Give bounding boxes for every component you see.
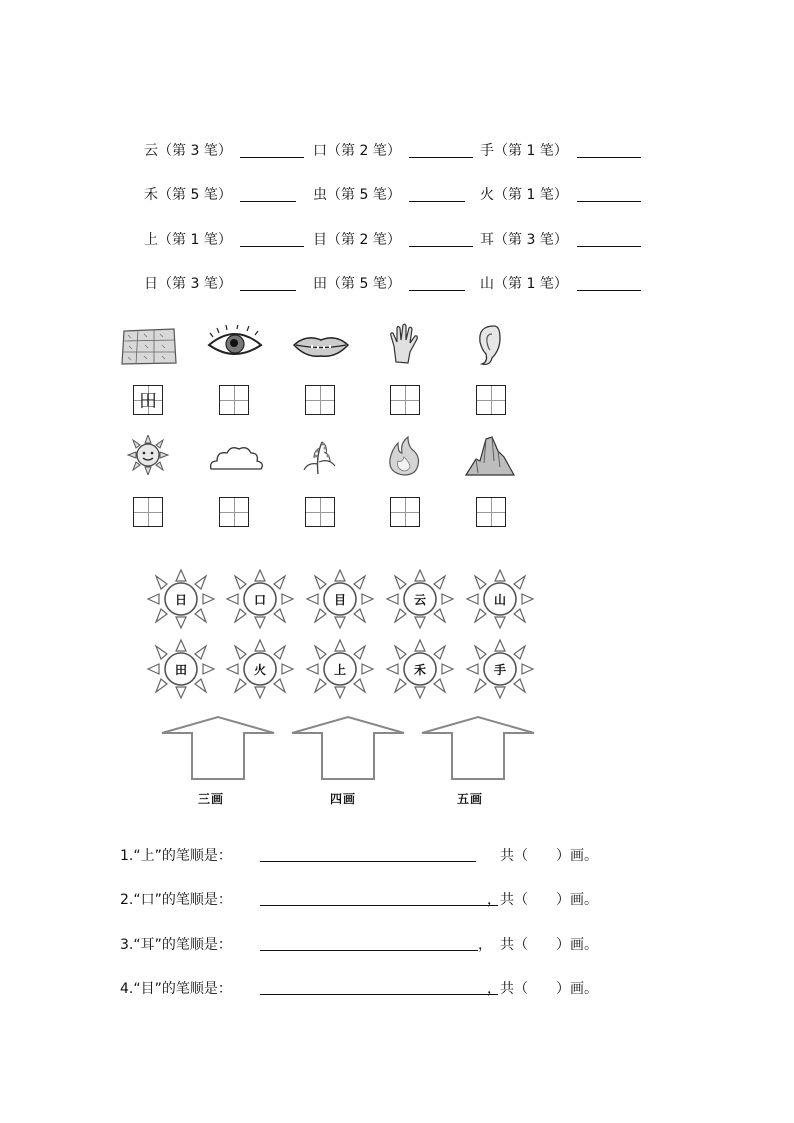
sun-character-badge (385, 638, 455, 700)
answer-blank[interactable] (240, 276, 296, 291)
sentence-1-prefix: 1.“上”的笔顺是： (120, 848, 232, 864)
sun-character-badge (225, 638, 295, 700)
writing-box[interactable] (390, 497, 420, 527)
sentence-4-suffix: 共（ ）画。 (500, 981, 598, 997)
sentence-2-sep: ， (487, 892, 501, 908)
ear-icon (474, 322, 504, 366)
stroke-question-4-2: 田（第 5 笔） (313, 276, 401, 292)
mouth-icon (292, 332, 350, 360)
sun-character: 田 (174, 663, 187, 677)
stroke-question-4-1: 日（第 3 笔） (144, 276, 232, 292)
fire-icon (386, 435, 422, 477)
answer-blank[interactable] (577, 187, 641, 202)
sentence-3-prefix: 3.“耳”的笔顺是： (120, 937, 232, 953)
writing-box[interactable] (476, 385, 506, 415)
writing-box[interactable]: 田 (133, 385, 163, 415)
sun-character-badge (465, 568, 535, 630)
stroke-question-1-2: 口（第 2 笔） (313, 143, 401, 159)
eye-icon (205, 325, 265, 365)
stroke-question-4-3: 山（第 1 笔） (480, 276, 568, 292)
answer-blank[interactable] (577, 232, 641, 247)
stroke-question-2-1: 禾（第 5 笔） (144, 187, 232, 203)
cloud-icon (207, 443, 265, 471)
stroke-question-2-3: 火（第 1 笔） (480, 187, 568, 203)
arrow-label: 三画 (198, 792, 225, 806)
up-arrow-icon (420, 715, 536, 781)
sentence-2-prefix: 2.“口”的笔顺是： (120, 892, 232, 908)
writing-box[interactable] (305, 497, 335, 527)
sun-character: 禾 (413, 663, 426, 677)
sentence-4-prefix: 4.“目”的笔顺是： (120, 981, 232, 997)
sentence-4-sep: ， (487, 981, 501, 997)
sentence-2-suffix: 共（ ）画。 (500, 892, 598, 908)
stroke-question-3-2: 目（第 2 笔） (313, 232, 401, 248)
answer-blank[interactable] (240, 187, 296, 202)
mountain-icon (464, 433, 516, 477)
sun-character: 日 (174, 593, 187, 607)
sun-character: 口 (253, 593, 266, 607)
sun-character: 目 (333, 593, 346, 607)
up-arrow-icon (160, 715, 276, 781)
writing-box[interactable] (219, 497, 249, 527)
sun-character: 云 (413, 593, 426, 607)
writing-box[interactable] (476, 497, 506, 527)
hand-icon (388, 322, 422, 366)
stroke-question-2-2: 虫（第 5 笔） (313, 187, 401, 203)
sun-character: 手 (493, 663, 506, 677)
writing-box[interactable] (390, 385, 420, 415)
stroke-order-answer-line[interactable] (260, 846, 476, 862)
answer-blank[interactable] (409, 232, 473, 247)
up-arrow-icon (290, 715, 406, 781)
writing-box[interactable] (133, 497, 163, 527)
stroke-order-answer-line[interactable] (260, 979, 498, 995)
sun-character-badge (146, 638, 216, 700)
writing-box[interactable] (305, 385, 335, 415)
sun-character-badge (305, 638, 375, 700)
answer-blank[interactable] (240, 143, 304, 158)
field-icon (118, 325, 180, 367)
arrow-label: 五画 (457, 792, 484, 806)
stroke-order-answer-line[interactable] (260, 935, 478, 951)
sentence-3-sep: ， (478, 937, 492, 953)
sun-character: 山 (493, 593, 506, 607)
arrow-label: 四画 (330, 792, 357, 806)
stroke-question-1-1: 云（第 3 笔） (144, 143, 232, 159)
sun-character-badge (146, 568, 216, 630)
answer-blank[interactable] (409, 143, 473, 158)
answer-blank[interactable] (409, 187, 465, 202)
writing-box[interactable] (219, 385, 249, 415)
stroke-question-1-3: 手（第 1 笔） (480, 143, 568, 159)
sun-icon (126, 435, 170, 475)
sun-character-badge (385, 568, 455, 630)
sun-character-badge (305, 568, 375, 630)
answer-blank[interactable] (577, 143, 641, 158)
stroke-question-3-1: 上（第 1 笔） (144, 232, 232, 248)
answer-blank[interactable] (409, 276, 465, 291)
sun-character: 火 (253, 663, 266, 677)
sentence-1-suffix: 共（ ）画。 (500, 848, 598, 864)
answer-blank[interactable] (240, 232, 304, 247)
sun-character: 上 (333, 663, 346, 677)
sentence-3-suffix: 共（ ）画。 (500, 937, 598, 953)
stroke-order-answer-line[interactable] (260, 890, 498, 906)
sun-character-badge (225, 568, 295, 630)
sun-character-badge (465, 638, 535, 700)
grain-icon (300, 436, 340, 476)
stroke-question-3-3: 耳（第 3 笔） (480, 232, 568, 248)
answer-blank[interactable] (577, 276, 641, 291)
